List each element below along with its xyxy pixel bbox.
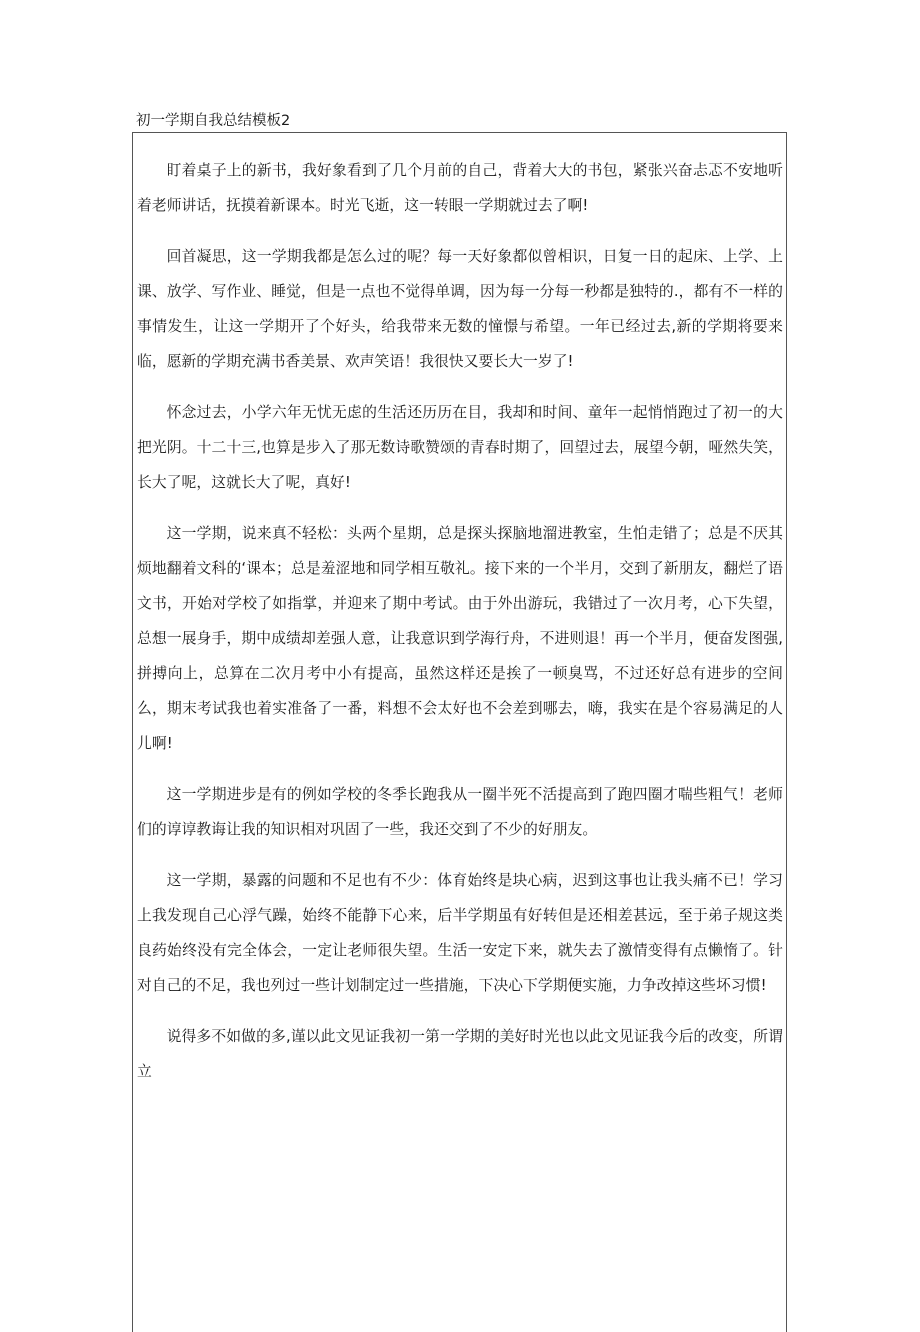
paragraph-5: 这一学期进步是有的例如学校的冬季长跑我从一圈半死不活提高到了跑四圈才喘些粗气！老师们的谆谆教诲让我的知识相对巩固了一些，我还交到了不少的好朋友。 bbox=[137, 786, 783, 838]
paragraph-1: 盯着桌子上的新书，我好象看到了几个月前的自己，背着大大的书包，紧张兴奋忐忑不安地听着老师讲话，抚摸着新课本。时光飞逝，这一转眼一学期就过去了啊! bbox=[137, 162, 783, 214]
paragraph-7: 说得多不如做的多,谨以此文见证我初一第一学期的美好时光也以此文见证我今后的改变，所谓立 bbox=[137, 1028, 783, 1080]
paragraph-3: 怀念过去，小学六年无忧无虑的生活还历历在目，我却和时间、童年一起悄悄跑过了初一的大把光阴。十二十三,也算是步入了那无数诗歌赞颂的青春时期了，回望过去，展望今朝，哑然失笑，长大了呢，这就长大了呢，真好! bbox=[137, 404, 783, 491]
content-frame bbox=[132, 132, 787, 1332]
paragraph-4: 这一学期，说来真不轻松：头两个星期，总是探头探脑地溜进教室，生怕走错了；总是不厌其烦地翻着文科的‘课本；总是羞涩地和同学相互敬礼。接下来的一个半月，交到了新朋友，翻烂了语文书，开始对学校了如指掌，并迎来了期中考试。由于外出游玩，我错过了一次月考，心下失望，总想一展身手，期中成绩却差强人意，让我意识到学海行舟，不进则退！再一个半月，便奋发图强,拼搏向上，总算在二次月考中小有提高，虽然这样还是挨了一顿臭骂，不过还好总有进步的空间么，期末考试我也着实准备了一番，料想不会太好也不会差到哪去，嗨，我实在是个容易满足的人儿啊! bbox=[137, 525, 783, 752]
paragraph-6: 这一学期，暴露的问题和不足也有不少：体育始终是块心病，迟到这事也让我头痛不已！学习上我发现自己心浮气躁，始终不能静下心来，后半学期虽有好转但是还相差甚远，至于弟子规这类良药始终没有完全体会，一定让老师很失望。生活一安定下来，就失去了激情变得有点懒惰了。针对自己的不足，我也列过一些计划制定过一些措施，下决心下学期便实施，力争改掉这些坏习惯! bbox=[137, 872, 783, 994]
document-body bbox=[133, 133, 786, 1089]
paragraph-2: 回首凝思，这一学期我都是怎么过的呢？每一天好象都似曾相识，日复一日的起床、上学、上课、放学、写作业、睡觉，但是一点也不觉得单调，因为每一分每一秒都是独特的.，都有不一样的事情发生，让这一学期开了个好头，给我带来无数的憧憬与希望。一年已经过去,新的学期将要来临，愿新的学期充满书香美景、欢声笑语！我很快又要长大一岁了! bbox=[137, 248, 783, 370]
document-title: 初一学期自我总结模板2 bbox=[136, 113, 291, 129]
